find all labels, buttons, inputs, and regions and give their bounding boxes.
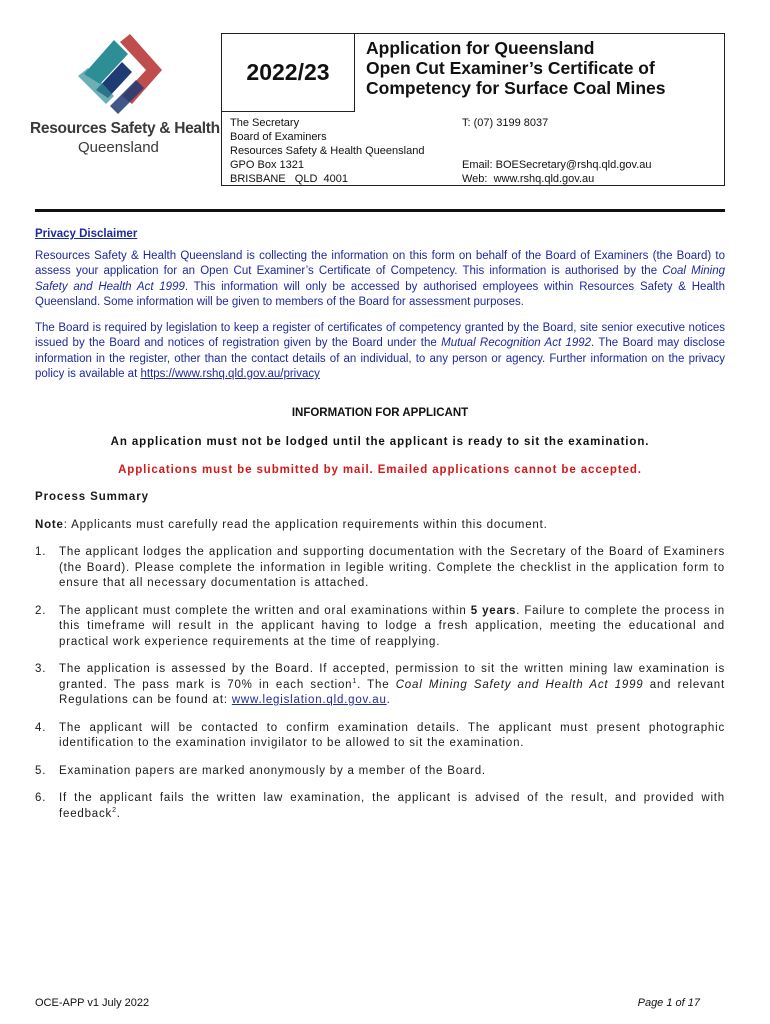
logo-text-line2: Queensland — [78, 139, 159, 156]
form-title-line2: Open Cut Examiner’s Certificate of — [366, 58, 655, 78]
act-name: Mutual Recognition Act 1992 — [441, 337, 592, 349]
header-box — [221, 33, 725, 186]
step-text: The applicant lodges the application and supporting documentation with the Secretary of the Board of Examiners (the Board). Please complete the information in legible writing. Complete the checklist in the application form to ensure that all necessary documentation is attached. — [59, 546, 725, 589]
document-id: OCE-APP v1 July 2022 — [35, 997, 150, 1009]
privacy-policy-link[interactable]: https://www.rshq.qld.gov.au/privacy — [140, 368, 320, 380]
note-label: Note — [35, 518, 64, 531]
logo-text-line1: Resources Safety & Health — [30, 120, 220, 137]
step-text-part: . Failure to complete the process in this timeframe will result in the applicant having to lodge a fresh application, meeting the educational and practical work experience requirements at the time of reapplying. — [59, 604, 726, 648]
footnote-ref: 2 — [112, 806, 117, 814]
list-item — [35, 791, 725, 822]
step-text: The applicant will be contacted to confirm examination details. The applicant must present photographic identification to the examination invigilator to be allowed to sit the examination. — [59, 721, 725, 749]
contact-details — [462, 116, 652, 186]
postal-address — [230, 116, 424, 186]
privacy-text: . This information will only be accessed by authorised employees within Resources Safety & Health Queensland. Some information will be given to members of the Board for assessment purposes. — [35, 280, 725, 308]
mail-only-notice: Applications must be submitted by mail. Emailed applications cannot be accepted. — [118, 463, 642, 476]
list-item — [35, 764, 725, 780]
list-item — [35, 721, 725, 752]
step-text-part: . — [116, 807, 121, 820]
process-summary-title: Process Summary — [35, 491, 149, 503]
act-name: Coal Mining Safety and Health Act 1999 — [35, 265, 725, 293]
list-item — [35, 604, 725, 651]
step-text-part: and relevant Regulations can be found at: — [59, 678, 725, 706]
form-title-line3: Competency for Surface Coal Mines — [366, 78, 666, 98]
footnote-ref: 1 — [352, 677, 358, 685]
privacy-text: The Board is required by legislation to keep a register of certificates of competency granted by the Board, site senior executive notices issued by the Board and notices of registration given by the Board under the — [35, 321, 725, 349]
phone-number: T: (07) 3199 8037 — [462, 117, 549, 129]
step-number: 6. — [35, 792, 47, 804]
form-title — [366, 38, 666, 98]
email-address: Email: BOESecretary@rshq.qld.gov.au — [462, 159, 652, 171]
step-text — [59, 604, 725, 651]
process-note — [35, 518, 725, 534]
step-text-part: The applicant must complete the written and oral examinations within — [59, 604, 471, 617]
address-line: Board of Examiners — [230, 131, 327, 143]
step-number: 5. — [35, 764, 47, 777]
rshq-logo-icon — [70, 30, 168, 116]
process-steps — [35, 545, 725, 822]
web-address: Web: www.rshq.qld.gov.au — [462, 173, 595, 185]
note-text: : Applicants must carefully read the application requirements within this document. — [63, 518, 548, 531]
page-number: Page 1 of 17 — [637, 997, 700, 1009]
step-number: 1. — [35, 546, 47, 558]
lodgement-notice: An application must not be lodged until the applicant is ready to sit the examination. — [110, 436, 650, 448]
privacy-text: . The Board may disclose information in the register, other than the contact details of an individual, to any person or agency. Further information on the privacy policy is available at — [35, 337, 726, 380]
legislation-link[interactable]: www.legislation.qld.gov.au — [231, 694, 387, 706]
header-divider — [35, 209, 725, 212]
privacy-paragraph-2 — [35, 321, 725, 383]
form-title-line1: Application for Queensland — [366, 38, 595, 58]
privacy-title: Privacy Disclaimer — [35, 228, 138, 240]
list-item — [35, 545, 725, 592]
step-text-part: The application is assessed by the Board. If accepted, permission to sit the written mining law examination is granted. The pass mark is 70% in each section — [59, 663, 725, 691]
step-number: 2. — [35, 604, 47, 617]
year-cell: 2022/23 — [222, 34, 355, 112]
rshq-logo — [30, 30, 220, 156]
step-emphasis: 5 years — [470, 604, 517, 617]
list-item — [35, 662, 725, 709]
step-text — [59, 662, 725, 709]
address-line: GPO Box 1321 — [230, 159, 304, 171]
main-content — [35, 227, 725, 834]
step-text — [59, 791, 725, 822]
step-text: Examination papers are marked anonymously by a member of the Board. — [59, 764, 486, 777]
info-title: INFORMATION FOR APPLICANT — [291, 406, 469, 419]
step-number: 4. — [35, 721, 47, 734]
address-line: BRISBANE QLD 4001 — [230, 173, 348, 185]
act-name: Coal Mining Safety and Health Act 1999 — [395, 678, 644, 691]
address-line: The Secretary — [230, 117, 300, 129]
step-text-part: If the applicant fails the written law examination, the applicant is advised of the result, and provided with feedback — [59, 792, 725, 820]
step-number: 3. — [35, 663, 47, 675]
privacy-text: Resources Safety & Health Queensland is collecting the information on this form on behalf of the Board of Examiners (the Board) to assess your application for an Open Cut Examiner’s Certificate of Competency. This information is authorised by the — [35, 249, 725, 277]
address-line: Resources Safety & Health Queensland — [230, 145, 425, 157]
step-text-part: . — [386, 694, 391, 706]
step-text-part: . The — [357, 678, 396, 691]
privacy-paragraph-1 — [35, 249, 725, 311]
